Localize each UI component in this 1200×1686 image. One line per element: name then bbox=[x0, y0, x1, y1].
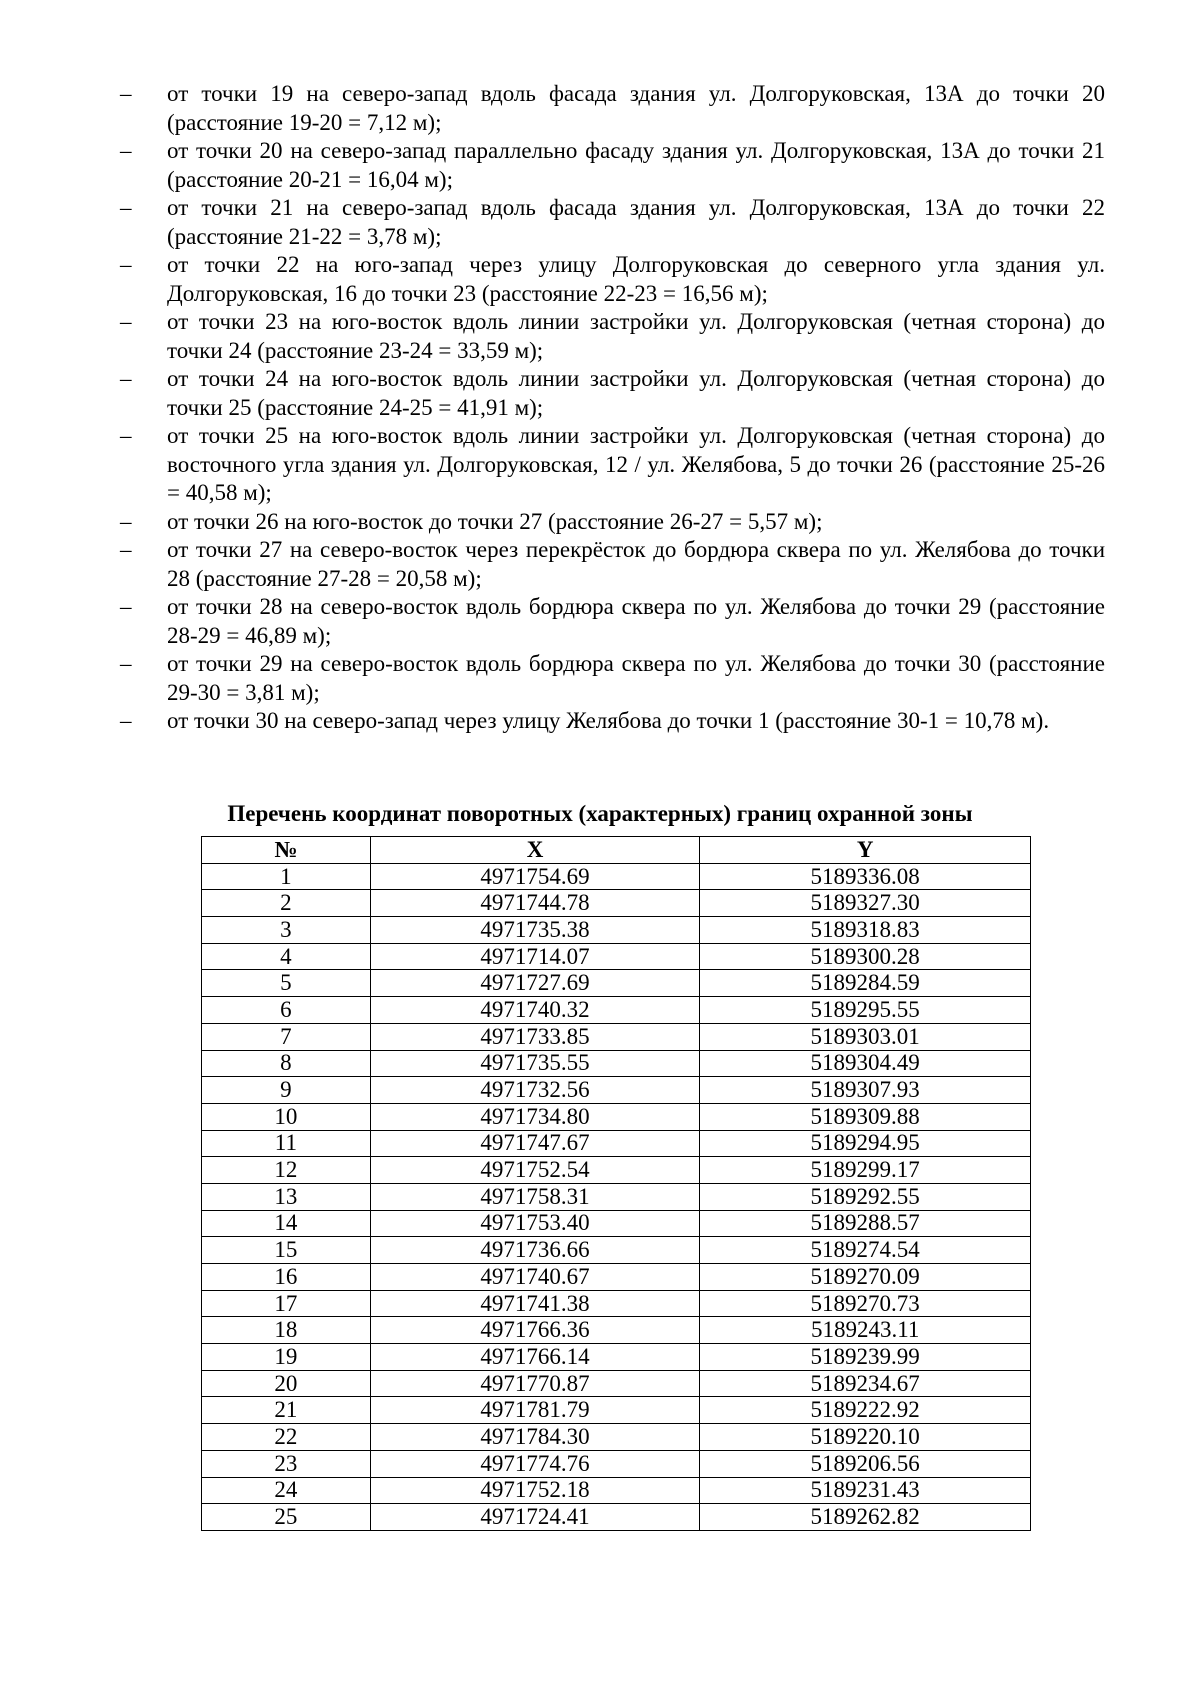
cell-y: 5189303.01 bbox=[700, 1023, 1031, 1050]
list-marker: – bbox=[120, 309, 132, 334]
cell-x: 4971744.78 bbox=[370, 890, 700, 917]
column-header-x: X bbox=[370, 837, 700, 864]
list-marker: – bbox=[120, 594, 132, 619]
list-marker: – bbox=[120, 537, 132, 562]
cell-number: 12 bbox=[202, 1157, 371, 1184]
list-marker: – bbox=[120, 708, 132, 733]
cell-number: 24 bbox=[202, 1477, 371, 1504]
column-header-y: Y bbox=[700, 837, 1031, 864]
cell-number: 3 bbox=[202, 917, 371, 944]
cell-number: 1 bbox=[202, 863, 371, 890]
table-body bbox=[202, 863, 1031, 1530]
cell-x: 4971735.38 bbox=[370, 917, 700, 944]
cell-y: 5189222.92 bbox=[700, 1397, 1031, 1424]
cell-y: 5189231.43 bbox=[700, 1477, 1031, 1504]
list-item bbox=[120, 251, 1105, 308]
cell-y: 5189270.09 bbox=[700, 1264, 1031, 1291]
table-row bbox=[202, 1023, 1031, 1050]
table-row bbox=[202, 1183, 1031, 1210]
cell-y: 5189270.73 bbox=[700, 1290, 1031, 1317]
cell-y: 5189309.88 bbox=[700, 1103, 1031, 1130]
cell-number: 16 bbox=[202, 1264, 371, 1291]
cell-y: 5189284.59 bbox=[700, 970, 1031, 997]
table-row bbox=[202, 1317, 1031, 1344]
table-row bbox=[202, 1397, 1031, 1424]
cell-y: 5189274.54 bbox=[700, 1237, 1031, 1264]
cell-y: 5189239.99 bbox=[700, 1344, 1031, 1371]
list-item-text: от точки 27 на северо-восток через перекрёсток до бордюра сквера по ул. Желябова до точки 28 (расстояние 27-28 = 20,58 м); bbox=[167, 537, 1105, 591]
list-item bbox=[120, 508, 1105, 537]
list-item bbox=[120, 650, 1105, 707]
cell-number: 17 bbox=[202, 1290, 371, 1317]
list-marker: – bbox=[120, 195, 132, 220]
cell-x: 4971735.55 bbox=[370, 1050, 700, 1077]
table-row bbox=[202, 1290, 1031, 1317]
cell-x: 4971736.66 bbox=[370, 1237, 700, 1264]
list-item-text: от точки 30 на северо-запад через улицу Желябова до точки 1 (расстояние 30-1 = 10,78 м). bbox=[167, 708, 1050, 733]
cell-number: 9 bbox=[202, 1077, 371, 1104]
column-header-number: № bbox=[202, 837, 371, 864]
cell-x: 4971727.69 bbox=[370, 970, 700, 997]
cell-y: 5189220.10 bbox=[700, 1424, 1031, 1451]
list-item bbox=[120, 194, 1105, 251]
cell-number: 23 bbox=[202, 1450, 371, 1477]
table-row bbox=[202, 1450, 1031, 1477]
list-item bbox=[120, 707, 1105, 736]
list-item-text: от точки 23 на юго-восток вдоль линии застройки ул. Долгоруковская (четная сторона) до точки 24 (расстояние 23-24 = 33,59 м); bbox=[167, 309, 1105, 363]
cell-x: 4971774.76 bbox=[370, 1450, 700, 1477]
list-item bbox=[120, 308, 1105, 365]
cell-x: 4971747.67 bbox=[370, 1130, 700, 1157]
table-title: Перечень координат поворотных (характерных) границ охранной зоны bbox=[227, 801, 973, 826]
cell-y: 5189307.93 bbox=[700, 1077, 1031, 1104]
cell-y: 5189318.83 bbox=[700, 917, 1031, 944]
cell-number: 22 bbox=[202, 1424, 371, 1451]
cell-number: 5 bbox=[202, 970, 371, 997]
table-row bbox=[202, 1050, 1031, 1077]
cell-x: 4971766.14 bbox=[370, 1344, 700, 1371]
list-item-text: от точки 24 на юго-восток вдоль линии застройки ул. Долгоруковская (четная сторона) до точки 25 (расстояние 24-25 = 41,91 м); bbox=[167, 366, 1105, 420]
cell-y: 5189262.82 bbox=[700, 1504, 1031, 1531]
table-row bbox=[202, 863, 1031, 890]
table-row bbox=[202, 1370, 1031, 1397]
list-item bbox=[120, 422, 1105, 508]
cell-x: 4971784.30 bbox=[370, 1424, 700, 1451]
table-row bbox=[202, 1477, 1031, 1504]
list-item-text: от точки 29 на северо-восток вдоль бордюра сквера по ул. Желябова до точки 30 (расстояние 29-30 = 3,81 м); bbox=[167, 651, 1105, 705]
cell-number: 18 bbox=[202, 1317, 371, 1344]
cell-number: 21 bbox=[202, 1397, 371, 1424]
cell-x: 4971758.31 bbox=[370, 1183, 700, 1210]
table-row bbox=[202, 997, 1031, 1024]
table-row bbox=[202, 1504, 1031, 1531]
list-marker: – bbox=[120, 423, 132, 448]
list-item bbox=[120, 593, 1105, 650]
table-row bbox=[202, 890, 1031, 917]
cell-x: 4971734.80 bbox=[370, 1103, 700, 1130]
list-item-text: от точки 19 на северо-запад вдоль фасада здания ул. Долгоруковская, 13А до точки 20 (расстояние 19-20 = 7,12 м); bbox=[167, 81, 1105, 135]
list-item bbox=[120, 80, 1105, 137]
table-row bbox=[202, 970, 1031, 997]
cell-y: 5189299.17 bbox=[700, 1157, 1031, 1184]
cell-number: 20 bbox=[202, 1370, 371, 1397]
cell-y: 5189234.67 bbox=[700, 1370, 1031, 1397]
table-row bbox=[202, 1424, 1031, 1451]
cell-y: 5189336.08 bbox=[700, 863, 1031, 890]
table-header-row bbox=[202, 837, 1031, 864]
cell-x: 4971732.56 bbox=[370, 1077, 700, 1104]
table-row bbox=[202, 1210, 1031, 1237]
list-marker: – bbox=[120, 508, 132, 534]
list-marker: – bbox=[120, 81, 132, 106]
table-row bbox=[202, 1130, 1031, 1157]
cell-number: 8 bbox=[202, 1050, 371, 1077]
cell-x: 4971752.54 bbox=[370, 1157, 700, 1184]
cell-y: 5189295.55 bbox=[700, 997, 1031, 1024]
list-marker: – bbox=[120, 366, 132, 391]
cell-number: 13 bbox=[202, 1183, 371, 1210]
table-row bbox=[202, 917, 1031, 944]
cell-number: 10 bbox=[202, 1103, 371, 1130]
cell-x: 4971752.18 bbox=[370, 1477, 700, 1504]
list-marker: – bbox=[120, 138, 132, 163]
cell-y: 5189327.30 bbox=[700, 890, 1031, 917]
cell-number: 15 bbox=[202, 1237, 371, 1264]
list-item-text: от точки 21 на северо-запад вдоль фасада здания ул. Долгоруковская, 13А до точки 22 (расстояние 21-22 = 3,78 м); bbox=[167, 195, 1105, 249]
table-row bbox=[202, 1103, 1031, 1130]
table-row bbox=[202, 943, 1031, 970]
cell-y: 5189206.56 bbox=[700, 1450, 1031, 1477]
table-row bbox=[202, 1157, 1031, 1184]
list-marker: – bbox=[120, 252, 132, 277]
cell-y: 5189288.57 bbox=[700, 1210, 1031, 1237]
cell-x: 4971741.38 bbox=[370, 1290, 700, 1317]
list-item-text: от точки 25 на юго-восток вдоль линии застройки ул. Долгоруковская (четная сторона) до восточного угла здания ул. Долгоруковская, 12 / ул. Желябова, 5 до точки 26 (расстояние 25-26 = 40,58 м); bbox=[167, 423, 1105, 505]
cell-x: 4971733.85 bbox=[370, 1023, 700, 1050]
list-item-text: от точки 28 на северо-восток вдоль бордюра сквера по ул. Желябова до точки 29 (расстояние 28-29 = 46,89 м); bbox=[167, 594, 1105, 648]
cell-x: 4971781.79 bbox=[370, 1397, 700, 1424]
list-item bbox=[120, 137, 1105, 194]
list-item-text: от точки 20 на северо-запад параллельно фасаду здания ул. Долгоруковская, 13А до точки 21 (расстояние 20-21 = 16,04 м); bbox=[167, 138, 1105, 192]
list-marker: – bbox=[120, 651, 132, 676]
cell-y: 5189294.95 bbox=[700, 1130, 1031, 1157]
table-row bbox=[202, 1344, 1031, 1371]
cell-x: 4971714.07 bbox=[370, 943, 700, 970]
table-row bbox=[202, 1237, 1031, 1264]
cell-x: 4971754.69 bbox=[370, 863, 700, 890]
cell-number: 11 bbox=[202, 1130, 371, 1157]
coordinates-table bbox=[201, 836, 1031, 1531]
cell-number: 25 bbox=[202, 1504, 371, 1531]
cell-number: 19 bbox=[202, 1344, 371, 1371]
cell-x: 4971766.36 bbox=[370, 1317, 700, 1344]
cell-x: 4971740.32 bbox=[370, 997, 700, 1024]
cell-x: 4971770.87 bbox=[370, 1370, 700, 1397]
list-item-text: от точки 26 на юго-восток до точки 27 (расстояние 26-27 = 5,57 м); bbox=[167, 508, 823, 534]
cell-y: 5189292.55 bbox=[700, 1183, 1031, 1210]
cell-x: 4971753.40 bbox=[370, 1210, 700, 1237]
cell-x: 4971740.67 bbox=[370, 1264, 700, 1291]
cell-number: 7 bbox=[202, 1023, 371, 1050]
boundary-description-list bbox=[120, 80, 1105, 736]
table-row bbox=[202, 1264, 1031, 1291]
cell-y: 5189300.28 bbox=[700, 943, 1031, 970]
list-item bbox=[120, 536, 1105, 593]
cell-number: 2 bbox=[202, 890, 371, 917]
cell-number: 4 bbox=[202, 943, 371, 970]
list-item bbox=[120, 365, 1105, 422]
cell-number: 14 bbox=[202, 1210, 371, 1237]
cell-y: 5189304.49 bbox=[700, 1050, 1031, 1077]
table-row bbox=[202, 1077, 1031, 1104]
list-item-text: от точки 22 на юго-запад через улицу Долгоруковская до северного угла здания ул. Долгоруковская, 16 до точки 23 (расстояние 22-23 = 16,56 м); bbox=[167, 252, 1105, 306]
cell-x: 4971724.41 bbox=[370, 1504, 700, 1531]
cell-y: 5189243.11 bbox=[700, 1317, 1031, 1344]
cell-number: 6 bbox=[202, 997, 371, 1024]
